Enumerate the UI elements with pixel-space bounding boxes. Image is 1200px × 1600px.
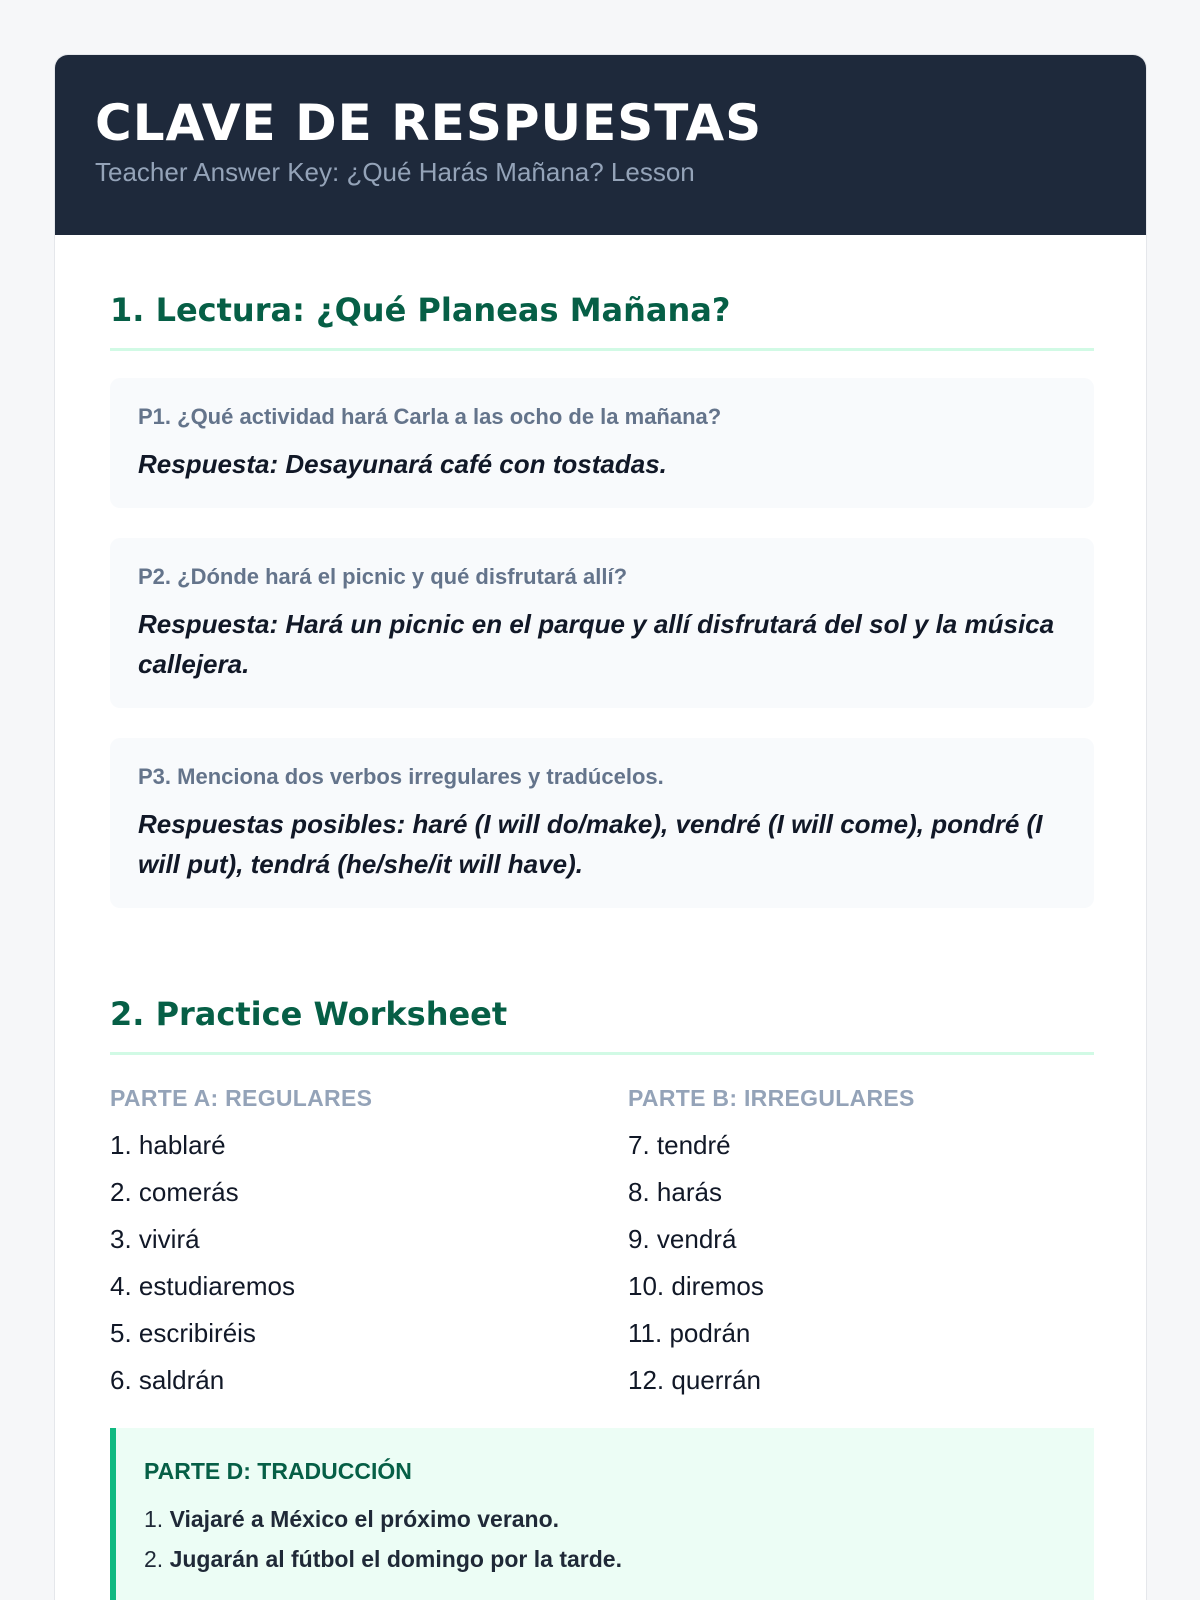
part-b-list — [628, 1128, 1088, 1410]
item-text: Jugarán al fútbol el domingo por la tarde. — [169, 1546, 622, 1572]
page-subtitle: Teacher Answer Key: ¿Qué Harás Mañana? Lesson — [95, 157, 695, 187]
section-title-worksheet: 2. Practice Worksheet — [110, 995, 508, 1033]
list-item: 9. vendrá — [628, 1224, 737, 1254]
question-answer: Respuestas posibles: haré (I will do/make), vendré (I will come), pondré (I will put), tendrá (he/she/it will have). — [138, 809, 1043, 879]
part-b-heading: PARTE B: IRREGULARES — [628, 1085, 915, 1111]
section-title-lectura: 1. Lectura: ¿Qué Planeas Mañana? — [110, 291, 731, 329]
part-a-list — [110, 1128, 570, 1410]
question-answer: Respuesta: Desayunará café con tostadas. — [138, 449, 667, 479]
question-card-p1 — [110, 378, 1094, 508]
question-label: P1. ¿Qué actividad hará Carla a las ocho de la mañana? — [138, 404, 722, 429]
section-divider — [110, 1052, 1094, 1055]
translation-callout — [110, 1428, 1094, 1600]
part-a-column — [110, 1085, 570, 1410]
list-item: 7. tendré — [628, 1130, 731, 1160]
list-item — [144, 1539, 1066, 1579]
page-title: CLAVE DE RESPUESTAS — [95, 94, 763, 152]
list-item: 8. harás — [628, 1177, 722, 1207]
list-item: 4. estudiaremos — [110, 1271, 295, 1301]
part-b-column — [628, 1085, 1088, 1410]
part-a-heading: PARTE A: REGULARES — [110, 1085, 373, 1111]
item-text: Viajaré a México el próximo verano. — [169, 1506, 560, 1532]
question-label: P2. ¿Dónde hará el picnic y qué disfrutará allí? — [138, 564, 628, 589]
list-item: 6. saldrán — [110, 1365, 225, 1395]
item-number: 1. — [144, 1506, 164, 1532]
list-item: 11. podrán — [628, 1318, 751, 1348]
part-d-heading: PARTE D: TRADUCCIÓN — [144, 1458, 412, 1484]
question-card-p3 — [110, 738, 1094, 908]
list-item — [144, 1499, 1066, 1539]
item-number: 2. — [144, 1546, 164, 1572]
page-header — [55, 55, 1146, 235]
list-item: 10. diremos — [628, 1271, 764, 1301]
list-item: 1. hablaré — [110, 1130, 226, 1160]
question-label: P3. Menciona dos verbos irregulares y tradúcelos. — [138, 764, 664, 789]
section-divider — [110, 348, 1094, 351]
answer-key-card — [54, 54, 1147, 1600]
list-item: 12. querrán — [628, 1365, 761, 1395]
part-d-list — [144, 1499, 1066, 1579]
question-answer: Respuesta: Hará un picnic en el parque y allí disfrutará del sol y la música callejera. — [138, 609, 1055, 679]
list-item: 2. comerás — [110, 1177, 239, 1207]
list-item: 3. vivirá — [110, 1224, 200, 1254]
list-item: 5. escribiréis — [110, 1318, 256, 1348]
question-card-p2 — [110, 538, 1094, 708]
